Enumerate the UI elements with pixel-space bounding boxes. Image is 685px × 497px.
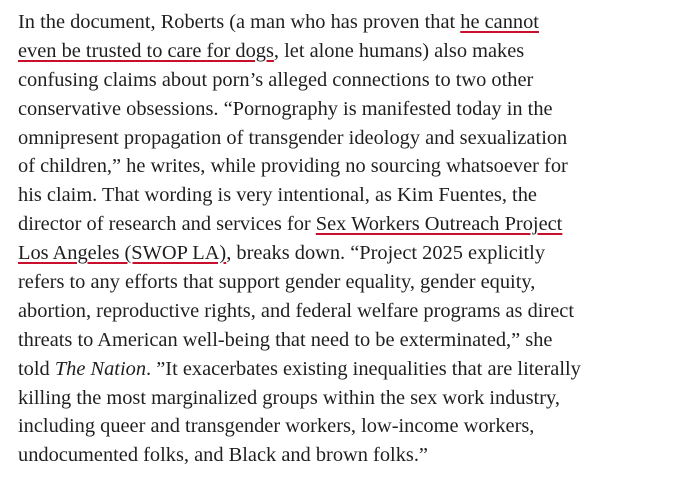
text-line: [18, 181, 678, 210]
text-segment: of children,” he writes, while providing no sourcing whatsoever for: [18, 155, 568, 178]
text-line: [18, 37, 678, 66]
text-line: [18, 297, 678, 326]
text-line: [18, 384, 678, 413]
text-line: [18, 124, 678, 153]
text-segment: , breaks down. “Project 2025 explicitly: [226, 242, 546, 265]
text-line: [18, 66, 678, 95]
text-line: [18, 326, 678, 355]
text-line: [18, 412, 678, 441]
text-segment: abortion, reproductive rights, and federal welfare programs as direct: [18, 299, 574, 322]
text-segment: his claim. That wording is very intentional, as Kim Fuentes, the: [18, 184, 537, 207]
text-segment: threats to American well-being that need to be exterminated,” she: [18, 328, 553, 351]
link-dogs-story[interactable]: he cannot: [460, 11, 539, 33]
text-line: [18, 268, 678, 297]
text-segment: omnipresent propagation of transgender ideology and sexualization: [18, 126, 568, 149]
text-segment: undocumented folks, and Black and brown folks.”: [18, 444, 428, 467]
publication-name: The Nation: [54, 357, 147, 380]
text-segment: conservative obsessions. “Pornography is manifested today in the: [18, 97, 553, 120]
text-segment: confusing claims about porn’s alleged connections to two other: [18, 68, 534, 91]
text-line: [18, 152, 678, 181]
text-segment: director of research and services for: [18, 213, 316, 236]
link-swop-la-continued[interactable]: Los Angeles (SWOP LA): [18, 242, 227, 265]
text-segment: In the document, Roberts (a man who has proven that: [18, 11, 461, 33]
link-swop-la[interactable]: Sex Workers Outreach Project: [315, 213, 563, 236]
text-line: [18, 239, 678, 268]
text-line: [18, 8, 678, 37]
text-line: [18, 210, 678, 239]
text-line: [18, 355, 678, 384]
text-segment: . ”It exacerbates existing inequalities that are literally: [146, 357, 581, 380]
text-segment: told: [18, 357, 55, 380]
link-dogs-story-continued[interactable]: even be trusted to care for dogs: [18, 39, 274, 62]
text-segment: , let alone humans) also makes: [273, 39, 525, 62]
text-segment: refers to any efforts that support gender equality, gender equity,: [18, 271, 536, 294]
text-line: [18, 441, 678, 470]
text-line: [18, 95, 678, 124]
text-segment: including queer and transgender workers, low-income workers,: [18, 415, 535, 438]
text-segment: killing the most marginalized groups within the sex work industry,: [18, 386, 560, 409]
article-paragraph: [18, 8, 678, 470]
